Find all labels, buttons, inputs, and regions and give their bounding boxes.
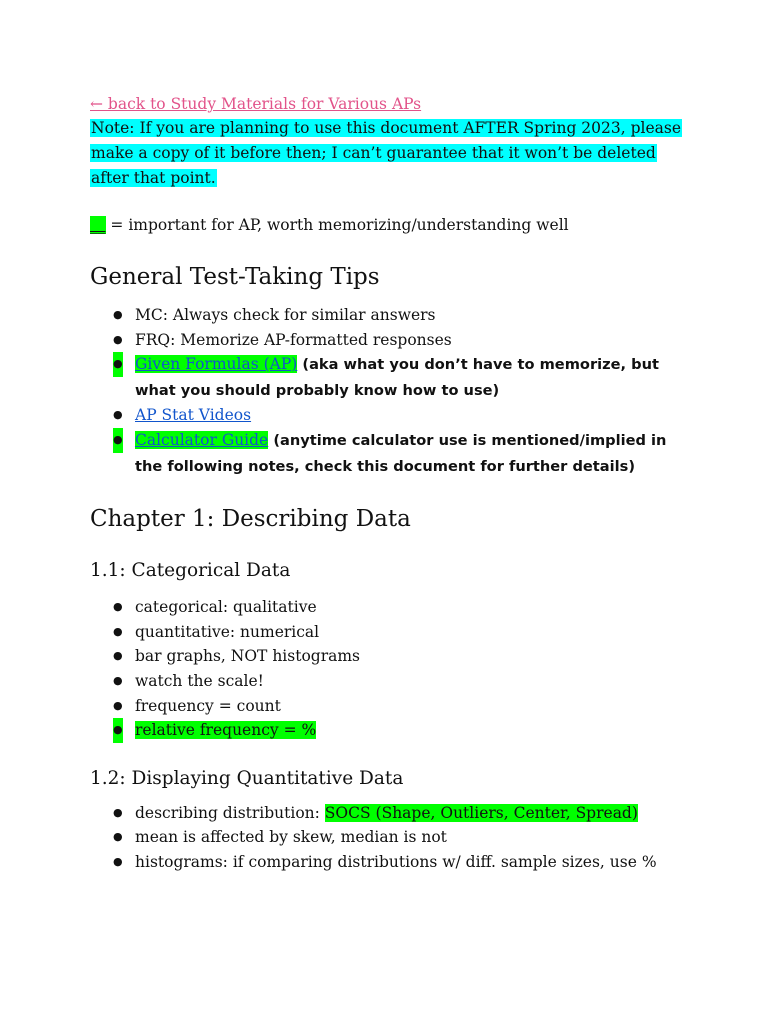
list-item	[90, 303, 690, 328]
bullet: ●	[113, 352, 123, 377]
categorical-list	[90, 595, 690, 743]
bullet: ●	[113, 332, 123, 346]
ap-stat-videos-link[interactable]: AP Stat Videos	[135, 406, 252, 425]
section-heading: 1.2: Displaying Quantitative Data	[90, 767, 404, 789]
item-text: (aka what you don’t have to memorize, but what you should probably know how to use)	[135, 356, 659, 399]
calculator-guide-link[interactable]: Calculator Guide	[135, 430, 269, 449]
item-text: frequency = count	[135, 696, 281, 715]
list-item	[90, 403, 690, 428]
item-text: quantitative: numerical	[135, 622, 320, 641]
bullet: ●	[113, 624, 123, 638]
bullet: ●	[113, 428, 123, 453]
given-formulas-link[interactable]: Given Formulas (AP)	[135, 355, 298, 374]
legend-swatch: __	[90, 216, 106, 234]
section-heading: 1.1: Categorical Data	[90, 560, 291, 582]
list-item	[90, 644, 690, 669]
list-item	[90, 825, 690, 850]
list-item	[90, 694, 690, 719]
item-text: bar graphs, NOT histograms	[135, 647, 360, 666]
bullet: ●	[113, 408, 123, 422]
tips-list	[90, 303, 690, 479]
item-text: categorical: qualitative	[135, 598, 317, 617]
highlight-legend	[90, 213, 690, 237]
back-link[interactable]: ← back to Study Materials for Various APs	[90, 95, 422, 113]
item-text: (anytime calculator use is mentioned/implied in the following notes, check this document for further details)	[135, 431, 667, 475]
document-content	[90, 92, 690, 875]
list-item	[90, 718, 690, 743]
chapter-heading: Chapter 1: Describing Data	[90, 506, 411, 533]
item-text: watch the scale!	[135, 671, 264, 690]
bullet: ●	[113, 308, 123, 321]
bullet: ●	[113, 698, 123, 712]
list-item	[90, 352, 690, 403]
note-text: Note: If you are planning to use this document AFTER Spring 2023, please make a copy of it before then; I can’t guarantee that it won’t be deleted after that point.	[91, 119, 682, 187]
tips-heading: General Test-Taking Tips	[90, 264, 380, 290]
list-item	[90, 428, 690, 479]
bullet: ●	[113, 805, 123, 819]
list-item	[90, 620, 690, 645]
socs-highlight: SOCS (Shape, Outliers, Center, Spread)	[324, 803, 638, 822]
bullet: ●	[113, 600, 123, 614]
note-paragraph	[90, 116, 690, 191]
list-item	[90, 669, 690, 694]
bullet: ●	[113, 649, 123, 663]
legend-text: = important for AP, worth memorizing/understanding well	[105, 216, 569, 234]
bullet: ●	[113, 673, 123, 687]
item-text: mean is affected by skew, median is not	[135, 828, 447, 847]
item-text: describing distribution:	[135, 803, 325, 822]
quantitative-list	[90, 801, 690, 875]
list-item	[90, 850, 690, 875]
bullet: ●	[113, 830, 123, 844]
list-item	[90, 595, 690, 620]
bullet: ●	[113, 718, 123, 743]
item-text: MC: Always check for similar answers	[135, 306, 436, 324]
item-text: relative frequency = %	[135, 721, 317, 740]
list-item	[90, 328, 690, 353]
item-text: FRQ: Memorize AP-formatted responses	[135, 330, 452, 349]
item-text: histograms: if comparing distributions w/ diff. sample sizes, use %	[135, 852, 657, 871]
bullet: ●	[113, 854, 123, 868]
list-item	[90, 801, 690, 826]
